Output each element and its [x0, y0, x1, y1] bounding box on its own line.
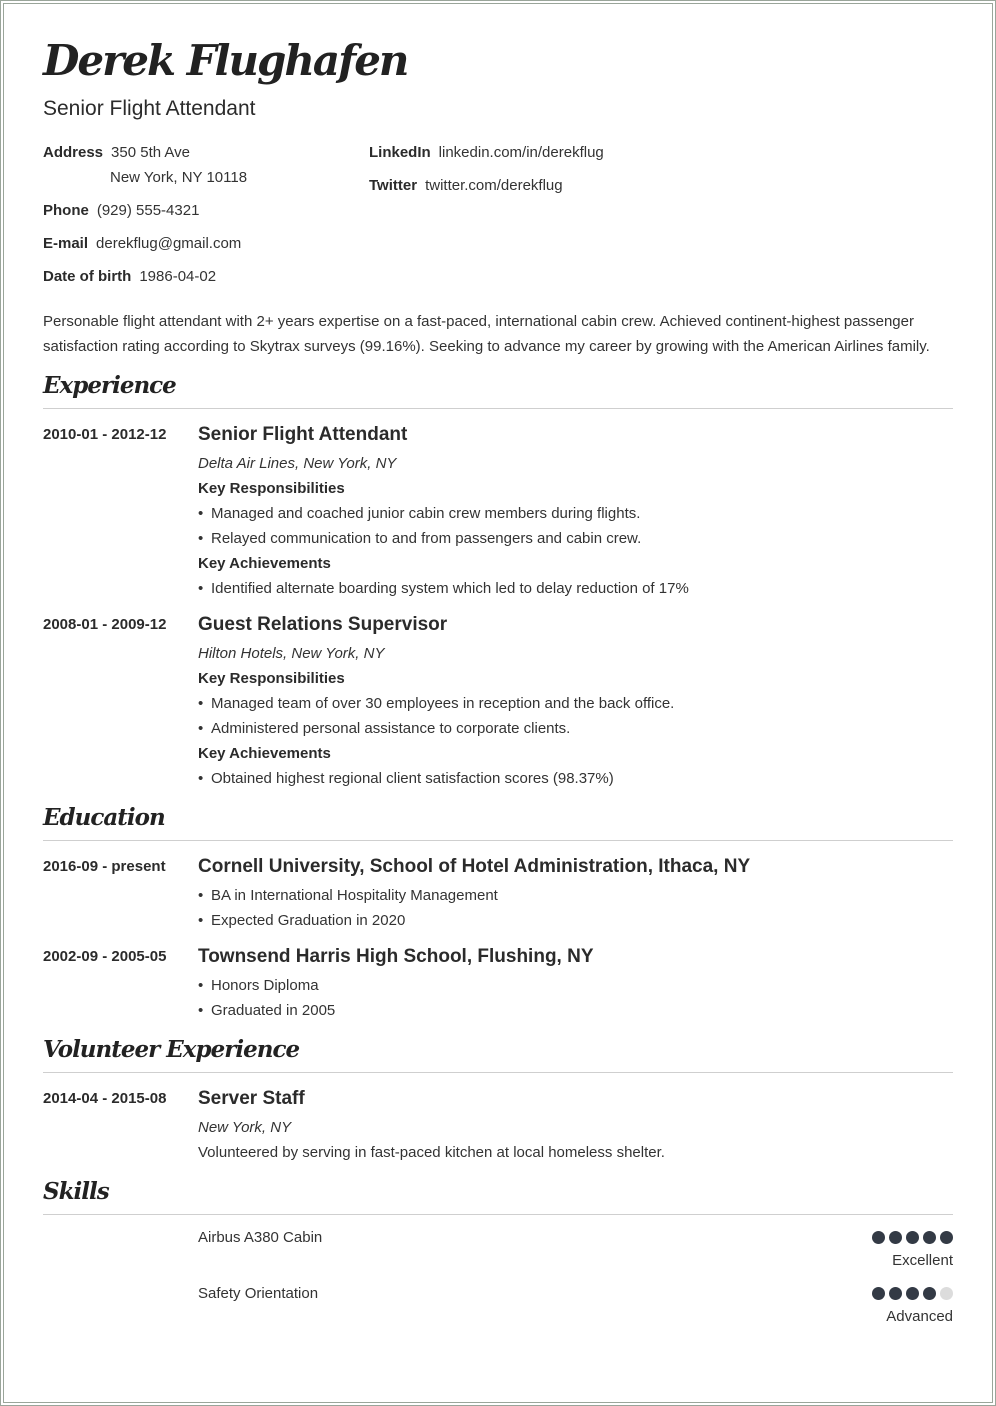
email-value: derekflug@gmail.com: [96, 235, 242, 252]
section-divider: [43, 840, 953, 841]
candidate-title: Senior Flight Attendant: [43, 97, 256, 120]
experience-title: Guest Relations Supervisor: [198, 614, 448, 635]
list-item: • Identified alternate boarding system which led to delay reduction of 17%: [198, 580, 689, 597]
list-item: • Managed and coached junior cabin crew members during flights.: [198, 505, 641, 522]
experience-org: Hilton Hotels, New York, NY: [198, 645, 385, 662]
experience-title: Senior Flight Attendant: [198, 424, 408, 445]
rating-dot-filled: [923, 1231, 936, 1244]
achievements-heading: Key Achievements: [198, 555, 331, 572]
volunteer-description: Volunteered by serving in fast-paced kitchen at local homeless shelter.: [198, 1144, 665, 1161]
address-line-1: 350 5th Ave: [111, 144, 190, 161]
education-school: Townsend Harris High School, Flushing, NY: [198, 946, 594, 967]
rating-dot-filled: [889, 1287, 902, 1300]
email-row: [43, 235, 241, 252]
skill-rating: [868, 1231, 953, 1245]
education-heading: Education: [43, 804, 165, 831]
section-divider: [43, 1214, 953, 1215]
list-item: • Expected Graduation in 2020: [198, 912, 406, 929]
list-item: • Managed team of over 30 employees in reception and the back office.: [198, 695, 675, 712]
list-item: • Administered personal assistance to corporate clients.: [198, 720, 571, 737]
section-divider: [43, 1072, 953, 1073]
phone-row: [43, 202, 199, 219]
education-dates: 2002-09 - 2005-05: [43, 948, 167, 965]
address-line-2-row: [110, 169, 247, 186]
twitter-row: [369, 177, 563, 194]
dob-value: 1986-04-02: [139, 268, 217, 285]
experience-org: Delta Air Lines, New York, NY: [198, 455, 397, 472]
address-line-2: New York, NY 10118: [110, 169, 248, 186]
list-item: • Graduated in 2005: [198, 1002, 336, 1019]
rating-dot-filled: [923, 1287, 936, 1300]
skill-name: Safety Orientation: [198, 1285, 319, 1302]
responsibilities-heading: Key Responsibilities: [198, 670, 345, 687]
twitter-value: twitter.com/derekflug: [425, 177, 563, 194]
achievements-heading: Key Achievements: [198, 745, 331, 762]
rating-dot-filled: [872, 1287, 885, 1300]
email-label: E-mail: [43, 235, 89, 252]
skill-rating: [868, 1287, 953, 1301]
dob-row: [43, 268, 216, 285]
experience-dates: 2010-01 - 2012-12: [43, 426, 167, 443]
rating-dot-empty: [940, 1287, 953, 1300]
rating-dot-filled: [906, 1287, 919, 1300]
volunteer-heading: Volunteer Experience: [43, 1036, 300, 1063]
twitter-label: Twitter: [369, 177, 418, 194]
education-school: Cornell University, School of Hotel Administration, Ithaca, NY: [198, 856, 751, 877]
profile-summary: Personable flight attendant with 2+ years expertise on a fast-paced, international cabin crew. Achieved continent-highest passenger satisfaction rating according to Skytrax surveys (99.16%). Seeking to advance my career by growing with the American Airlines family.: [43, 313, 930, 355]
list-item: • Honors Diploma: [198, 977, 319, 994]
skill-level: Excellent: [892, 1252, 953, 1269]
address-row: [43, 144, 190, 161]
volunteer-title: Server Staff: [198, 1088, 305, 1109]
volunteer-location: New York, NY: [198, 1119, 292, 1136]
linkedin-label: LinkedIn: [369, 144, 431, 161]
rating-dot-filled: [889, 1231, 902, 1244]
phone-label: Phone: [43, 202, 89, 219]
skill-name: Airbus A380 Cabin: [198, 1229, 323, 1246]
skill-level: Advanced: [886, 1308, 953, 1325]
volunteer-dates: 2014-04 - 2015-08: [43, 1090, 167, 1107]
rating-dot-filled: [906, 1231, 919, 1244]
rating-dot-filled: [872, 1231, 885, 1244]
dob-label: Date of birth: [43, 268, 132, 285]
list-item: • Relayed communication to and from passengers and cabin crew.: [198, 530, 642, 547]
experience-dates: 2008-01 - 2009-12: [43, 616, 167, 633]
rating-dot-filled: [940, 1231, 953, 1244]
address-label: Address: [43, 144, 104, 161]
list-item: • Obtained highest regional client satisfaction scores (98.37%): [198, 770, 614, 787]
education-dates: 2016-09 - present: [43, 858, 166, 875]
skills-heading: Skills: [43, 1178, 109, 1205]
phone-value: (929) 555-4321: [96, 202, 200, 219]
linkedin-row: [369, 144, 604, 161]
list-item: • BA in International Hospitality Management: [198, 887, 498, 904]
linkedin-value: linkedin.com/in/derekflug: [438, 144, 604, 161]
responsibilities-heading: Key Responsibilities: [198, 480, 345, 497]
section-divider: [43, 408, 953, 409]
candidate-name: Derek Flughafen: [43, 36, 408, 85]
experience-heading: Experience: [43, 372, 176, 399]
